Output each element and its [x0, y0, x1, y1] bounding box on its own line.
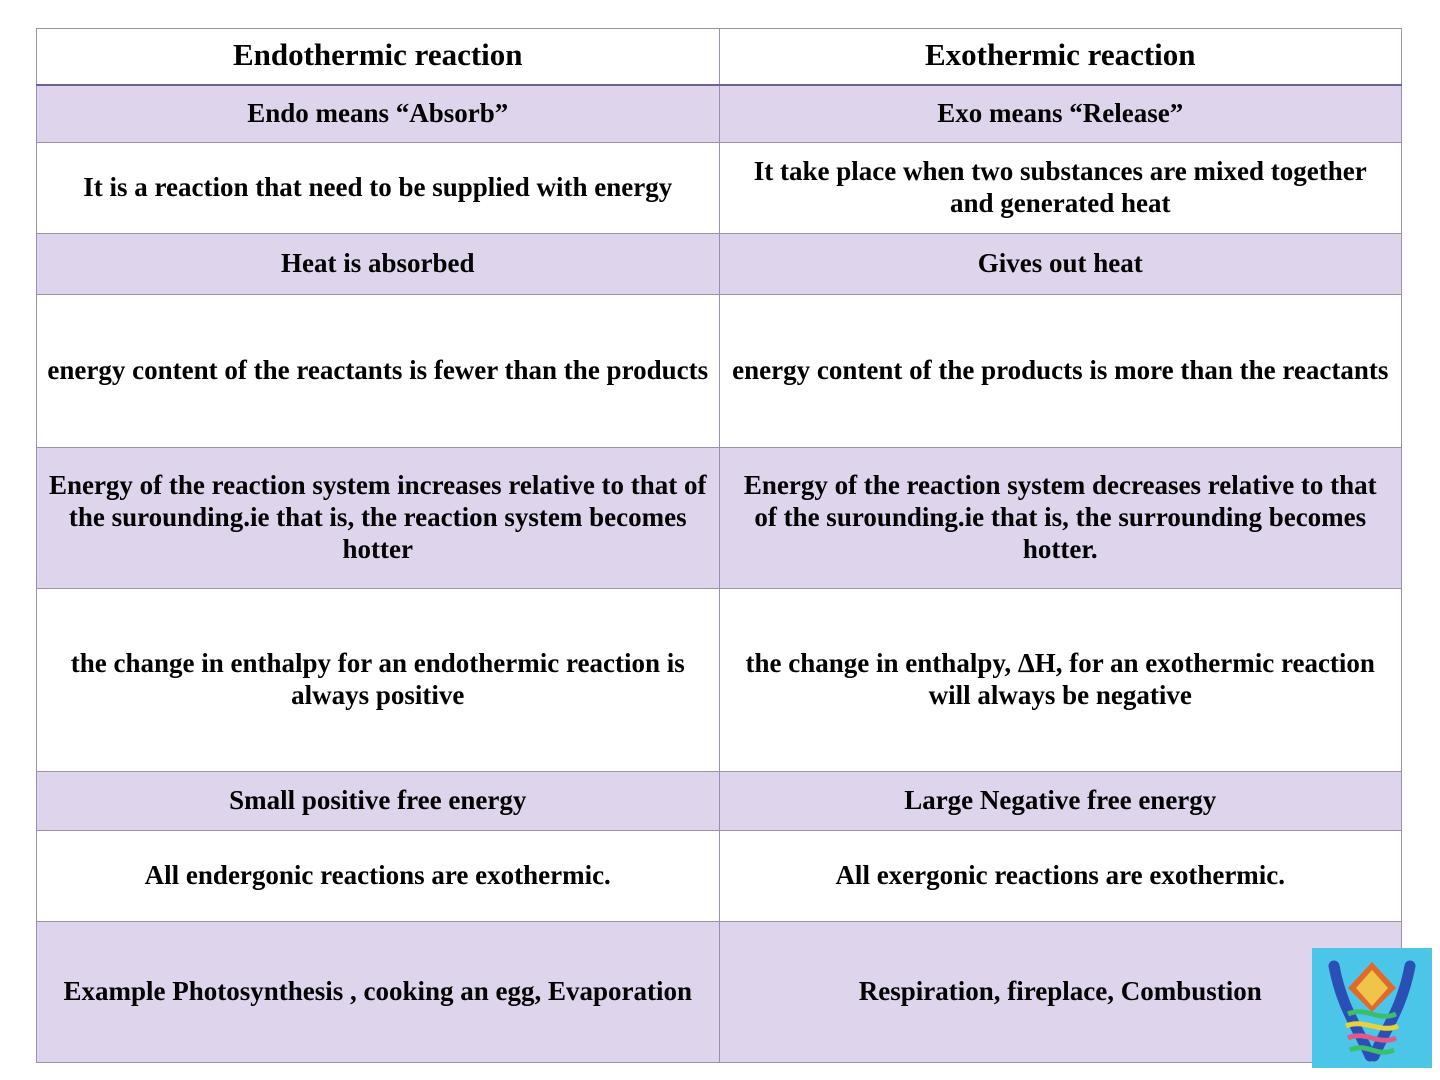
- cell-endothermic: Energy of the reaction system increases relative to that of the surounding.ie that is, the reaction system becomes hotter: [37, 447, 720, 588]
- cell-exothermic: Gives out heat: [719, 233, 1402, 294]
- cell-exothermic: Respiration, fireplace, Combustion: [719, 921, 1402, 1062]
- table-header: [37, 29, 1402, 85]
- table-header-row: [37, 29, 1402, 85]
- column-header-endothermic: Endothermic reaction: [37, 29, 720, 85]
- dna-helix-logo-icon: [1312, 948, 1432, 1068]
- cell-exothermic: energy content of the products is more than the reactants: [719, 294, 1402, 447]
- cell-exothermic: Large Negative free energy: [719, 771, 1402, 830]
- table-row: [37, 588, 1402, 771]
- table-row: [37, 233, 1402, 294]
- table-body: [37, 85, 1402, 1063]
- table-row: [37, 771, 1402, 830]
- cell-endothermic: Endo means “Absorb”: [37, 85, 720, 143]
- table-row: [37, 830, 1402, 921]
- cell-endothermic: energy content of the reactants is fewer than the products: [37, 294, 720, 447]
- comparison-table: [36, 28, 1402, 1063]
- table-row: [37, 85, 1402, 143]
- column-header-exothermic: Exothermic reaction: [719, 29, 1402, 85]
- cell-exothermic: Energy of the reaction system decreases relative to that of the surounding.ie that is, the surrounding becomes hotter.: [719, 447, 1402, 588]
- cell-endothermic: Example Photosynthesis , cooking an egg, Evaporation: [37, 921, 720, 1062]
- cell-endothermic: All endergonic reactions are exothermic.: [37, 830, 720, 921]
- table-row: [37, 447, 1402, 588]
- cell-endothermic: Heat is absorbed: [37, 233, 720, 294]
- cell-endothermic: Small positive free energy: [37, 771, 720, 830]
- cell-endothermic: It is a reaction that need to be supplied with energy: [37, 142, 720, 233]
- cell-exothermic: Exo means “Release”: [719, 85, 1402, 143]
- cell-exothermic: It take place when two substances are mixed together and generated heat: [719, 142, 1402, 233]
- table-row: [37, 142, 1402, 233]
- table-row: [37, 294, 1402, 447]
- table-row: [37, 921, 1402, 1062]
- cell-exothermic: All exergonic reactions are exothermic.: [719, 830, 1402, 921]
- cell-endothermic: the change in enthalpy for an endothermic reaction is always positive: [37, 588, 720, 771]
- cell-exothermic: the change in enthalpy, ΔH, for an exothermic reaction will always be negative: [719, 588, 1402, 771]
